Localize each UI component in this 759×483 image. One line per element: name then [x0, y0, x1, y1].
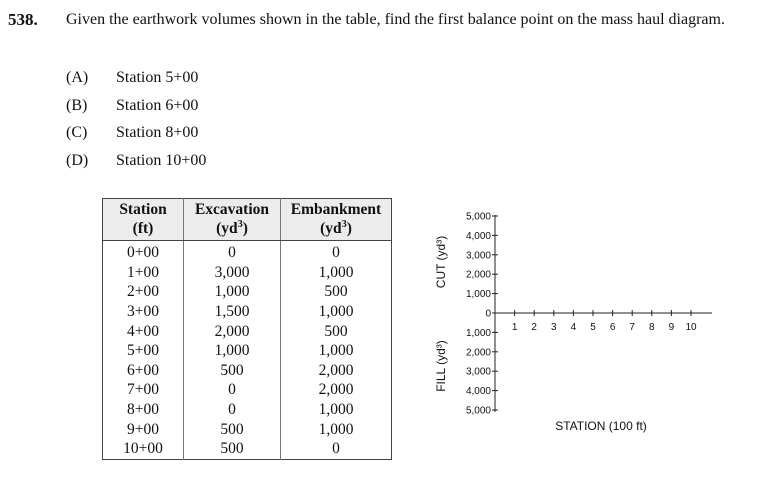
- cell-station: 2+00: [127, 283, 159, 301]
- table-row: [103, 400, 392, 420]
- cell-station: 1+00: [127, 263, 159, 281]
- cell-embankment: 0: [281, 241, 392, 263]
- y-tick-label-cut: 0: [485, 308, 491, 320]
- y-tick-label-cut: 5,000: [465, 211, 491, 223]
- table-row: [103, 361, 392, 381]
- cell-embankment: 500: [281, 282, 392, 302]
- excavation-unit-text: (yd: [216, 220, 238, 237]
- x-tick-label: 6: [609, 322, 616, 333]
- table-row: [103, 439, 392, 459]
- cell-excavation: 0: [184, 400, 281, 420]
- cell-excavation: 0: [184, 241, 281, 263]
- excavation-unit-sup: 3: [237, 218, 243, 230]
- cell-station: 8+00: [127, 401, 159, 419]
- question-number: 538.: [8, 10, 38, 29]
- y-tick-label-fill: 4,000: [465, 386, 491, 398]
- header-embankment-unit: [285, 219, 387, 238]
- cell-station: 6+00: [127, 361, 159, 379]
- x-tick-label: 1: [511, 322, 518, 333]
- cell-excavation: 2,000: [184, 321, 281, 341]
- table-row: [103, 380, 392, 400]
- option-b-text: Station 6+00: [116, 97, 199, 114]
- cell-station: 9+00: [127, 420, 159, 438]
- x-tick-label: 2: [531, 322, 537, 333]
- option-a-text: Station 5+00: [116, 69, 199, 86]
- cell-embankment: 2,000: [281, 380, 392, 400]
- header-excavation-unit: [188, 219, 276, 238]
- x-tick-label: 10: [685, 322, 697, 333]
- cell-excavation: 500: [184, 439, 281, 459]
- y-tick-label-fill: 5,000: [465, 405, 491, 417]
- header-station: [103, 199, 184, 241]
- y-tick-label-cut: 2,000: [465, 269, 491, 281]
- option-c-text: Station 8+00: [116, 124, 199, 141]
- table-row: [103, 241, 392, 263]
- cell-embankment: 1,000: [281, 263, 392, 283]
- x-tick-label: 8: [649, 322, 655, 333]
- x-tick-label: 7: [629, 322, 635, 333]
- header-station-unit: (ft): [132, 220, 154, 237]
- cell-station: 5+00: [127, 342, 159, 360]
- header-embankment: [281, 199, 392, 241]
- excavation-unit-close: ): [242, 220, 248, 237]
- option-d-text: Station 10+00: [116, 152, 207, 169]
- earthwork-table: [102, 198, 392, 460]
- y-tick-label-fill: 2,000: [465, 347, 491, 359]
- option-b-letter: (B): [66, 97, 88, 114]
- table-row: [103, 341, 392, 361]
- x-tick-label: 9: [668, 322, 675, 333]
- table-header-row: [103, 199, 392, 241]
- x-tick-label: 3: [551, 322, 557, 333]
- cell-embankment: 2,000: [281, 361, 392, 381]
- x-tick-label: 4: [570, 322, 577, 333]
- option-a-letter: (A): [66, 69, 89, 86]
- cell-excavation: 0: [184, 380, 281, 400]
- cell-excavation: 500: [184, 419, 281, 439]
- table-row: [103, 263, 392, 283]
- cell-excavation: 3,000: [184, 263, 281, 283]
- cut-axis-label: CUT (yd³): [434, 235, 448, 289]
- y-tick-label-fill: 1,000: [465, 327, 491, 339]
- cell-embankment: 1,000: [281, 419, 392, 439]
- table-row: [103, 302, 392, 322]
- embankment-unit-text: (yd: [320, 220, 342, 237]
- cell-embankment: 1,000: [281, 341, 392, 361]
- header-excavation-label: Excavation: [194, 201, 270, 218]
- chart-marks: [466, 212, 697, 417]
- cell-station: 7+00: [127, 381, 159, 399]
- table-row: [103, 419, 392, 439]
- y-tick-label-cut: 3,000: [465, 250, 491, 262]
- cell-embankment: 500: [281, 321, 392, 341]
- question-text: Given the earthwork volumes shown in the table, find the first balance point on the mass haul diagram.: [66, 11, 725, 28]
- cell-excavation: 1,000: [184, 341, 281, 361]
- cell-excavation: 1,000: [184, 282, 281, 302]
- mass-haul-diagram: [420, 195, 720, 445]
- header-embankment-label: Embankment: [290, 201, 382, 218]
- cell-embankment: 0: [281, 439, 392, 459]
- embankment-unit-sup: 3: [341, 218, 347, 230]
- embankment-unit-close: ): [346, 220, 352, 237]
- x-tick-label: 5: [590, 322, 596, 333]
- table-row: [103, 321, 392, 341]
- cell-embankment: 1,000: [281, 302, 392, 322]
- option-d-letter: (D): [66, 152, 89, 169]
- y-tick-label-fill: 3,000: [465, 366, 491, 378]
- cell-station: 10+00: [123, 440, 163, 458]
- cell-station: 4+00: [127, 322, 159, 340]
- cell-excavation: 1,500: [184, 302, 281, 322]
- x-axis-label: STATION (100 ft): [555, 419, 647, 433]
- option-c-letter: (C): [66, 124, 88, 141]
- cell-station: 0+00: [127, 244, 159, 262]
- header-excavation: [184, 199, 281, 241]
- y-tick-label-cut: 1,000: [465, 289, 491, 301]
- cell-embankment: 1,000: [281, 400, 392, 420]
- fill-axis-label: FILL (yd³): [434, 340, 448, 392]
- cell-station: 3+00: [127, 303, 159, 321]
- cell-excavation: 500: [184, 361, 281, 381]
- header-station-label: Station: [119, 201, 167, 218]
- table-row: [103, 282, 392, 302]
- y-tick-label-cut: 4,000: [465, 230, 491, 242]
- table-body: [103, 241, 392, 460]
